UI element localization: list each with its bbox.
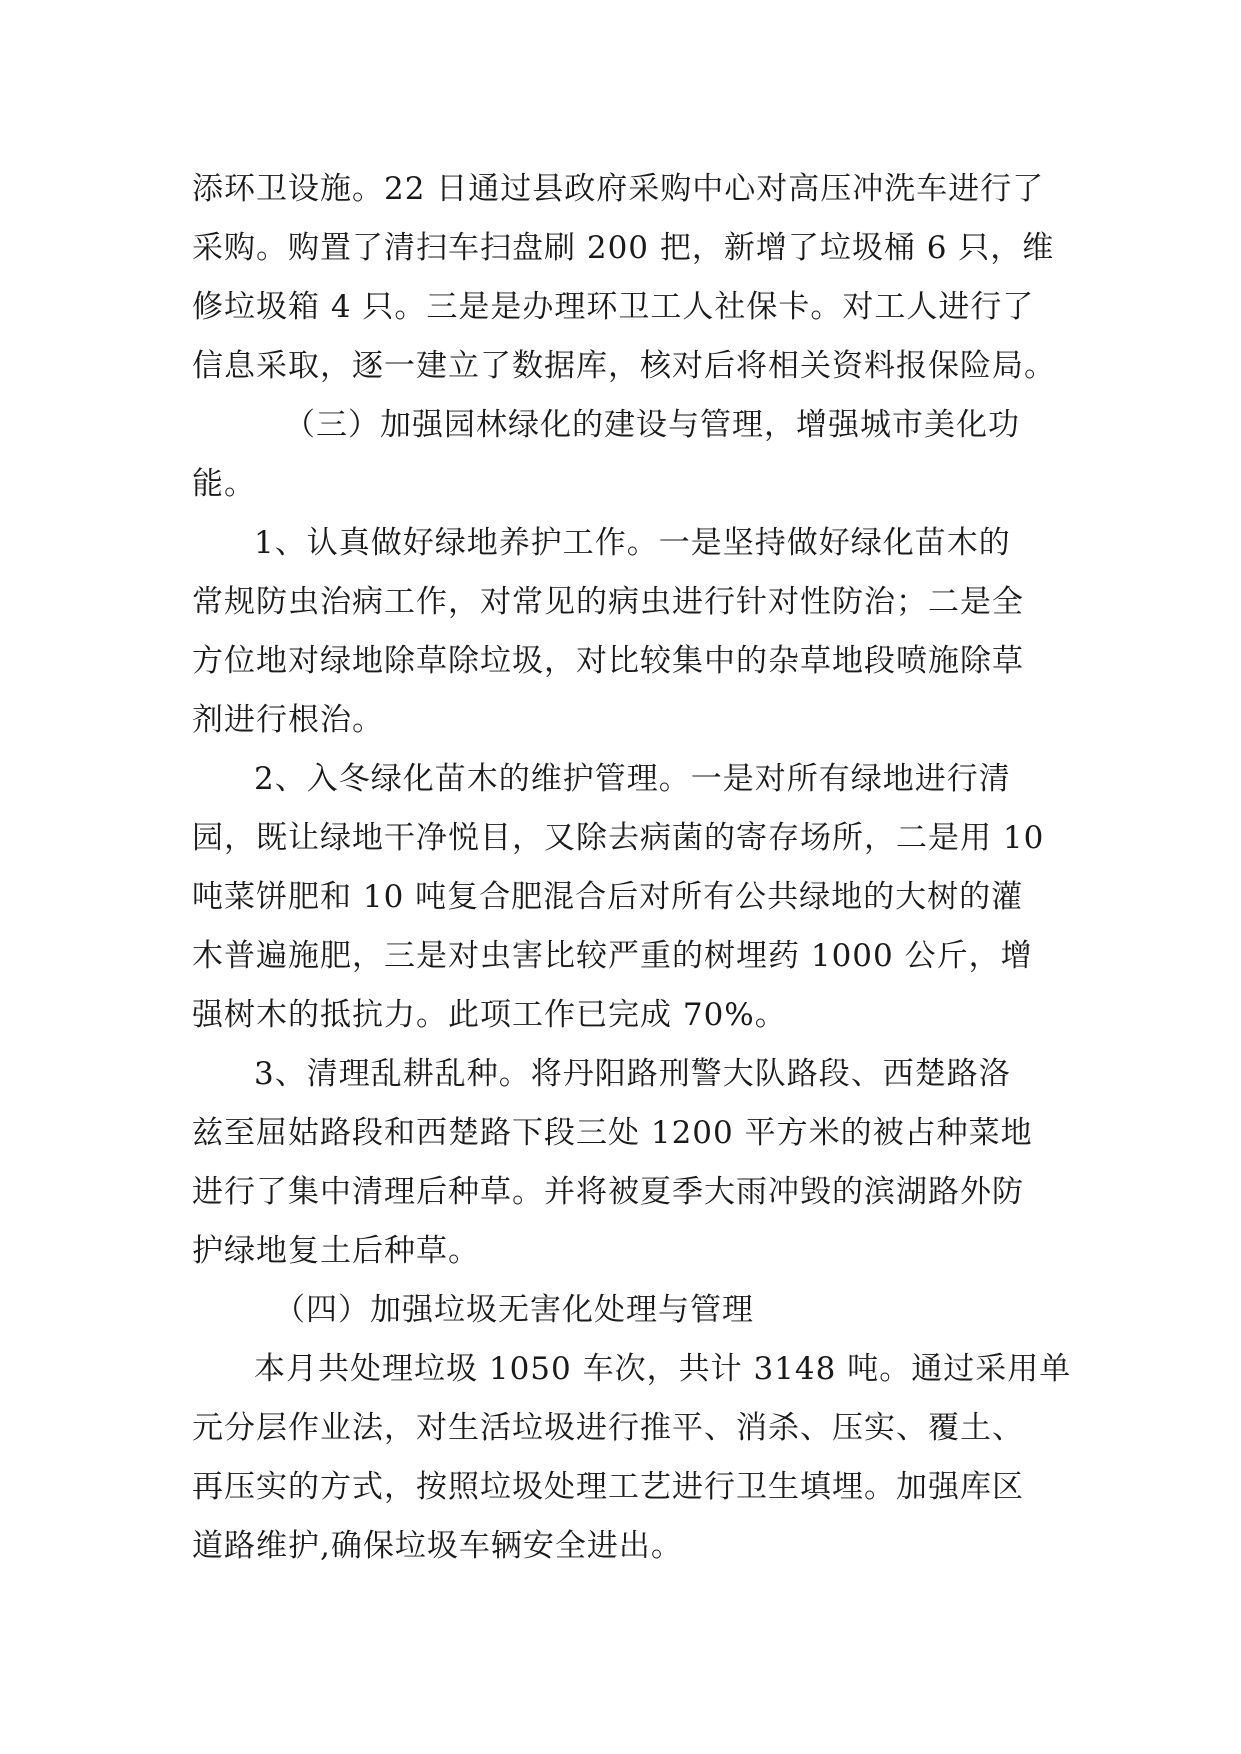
text-line: 道路维护,确保垃圾车辆安全进出。	[192, 1528, 683, 1564]
text-line: 修垃圾箱 4 只。三是是办理环卫工人社保卡。对工人进行了	[192, 289, 1035, 325]
text-line: 园，既让绿地干净悦目，又除去病菌的寄存场所，二是用 10	[192, 820, 1045, 856]
heading-line: （三）加强园林绿化的建设与管理，增强城市美化功	[284, 407, 1020, 443]
text-line: 再压实的方式，按照垃圾处理工艺进行卫生填埋。加强库区	[192, 1469, 1024, 1505]
text-line: 元分层作业法，对生活垃圾进行推平、消杀、压实、覆土、	[192, 1410, 1024, 1446]
text-line: 本月共处理垃圾 1050 车次，共计 3148 吨。通过采用单	[254, 1351, 1072, 1387]
paragraph-winter-seedling-care	[192, 750, 1072, 1045]
text-line: 方位地对绿地除草除垃圾，对比较集中的杂草地段喷施除草	[192, 643, 1024, 679]
text-line: 1、认真做好绿地养护工作。一是坚持做好绿化苗木的	[254, 525, 1011, 561]
text-line: 吨菜饼肥和 10 吨复合肥混合后对所有公共绿地的大树的灌	[192, 879, 1024, 915]
text-line: 木普遍施肥，三是对虫害比较严重的树埋药 1000 公斤，增	[192, 938, 1033, 974]
text-line: 信息采取，逐一建立了数据库，核对后将相关资料报保险局。	[192, 348, 1056, 384]
paragraph-illegal-planting-cleanup	[192, 1045, 1072, 1281]
paragraph-greenbelt-maintenance	[192, 514, 1072, 750]
text-line: 兹至屈姑路段和西楚路下段三处 1200 平方米的被占种菜地	[192, 1115, 1033, 1151]
document-body	[192, 160, 1072, 1576]
text-line: 2、入冬绿化苗木的维护管理。一是对所有绿地进行清	[254, 761, 1011, 797]
heading-line: 能。	[192, 466, 256, 502]
paragraph-waste-processing	[192, 1340, 1072, 1576]
text-line: 添环卫设施。22 日通过县政府采购中心对高压冲洗车进行了	[192, 171, 1045, 207]
section-heading-landscaping	[192, 396, 1072, 514]
text-line: 进行了集中清理后种草。并将被夏季大雨冲毁的滨湖路外防	[192, 1174, 1024, 1210]
text-line: 3、清理乱耕乱种。将丹阳路刑警大队路段、西楚路洛	[254, 1056, 1011, 1092]
paragraph-sanitation-facilities	[192, 160, 1072, 396]
heading-line: （四）加强垃圾无害化处理与管理	[274, 1292, 754, 1328]
section-heading-waste-treatment	[192, 1281, 1072, 1340]
text-line: 常规防虫治病工作，对常见的病虫进行针对性防治；二是全	[192, 584, 1024, 620]
text-line: 采购。购置了清扫车扫盘刷 200 把，新增了垃圾桶 6 只，维	[192, 230, 1055, 266]
text-line: 剂进行根治。	[192, 702, 384, 738]
text-line: 护绿地复土后种草。	[192, 1233, 480, 1269]
text-line: 强树木的抵抗力。此项工作已完成 70%。	[192, 997, 787, 1033]
